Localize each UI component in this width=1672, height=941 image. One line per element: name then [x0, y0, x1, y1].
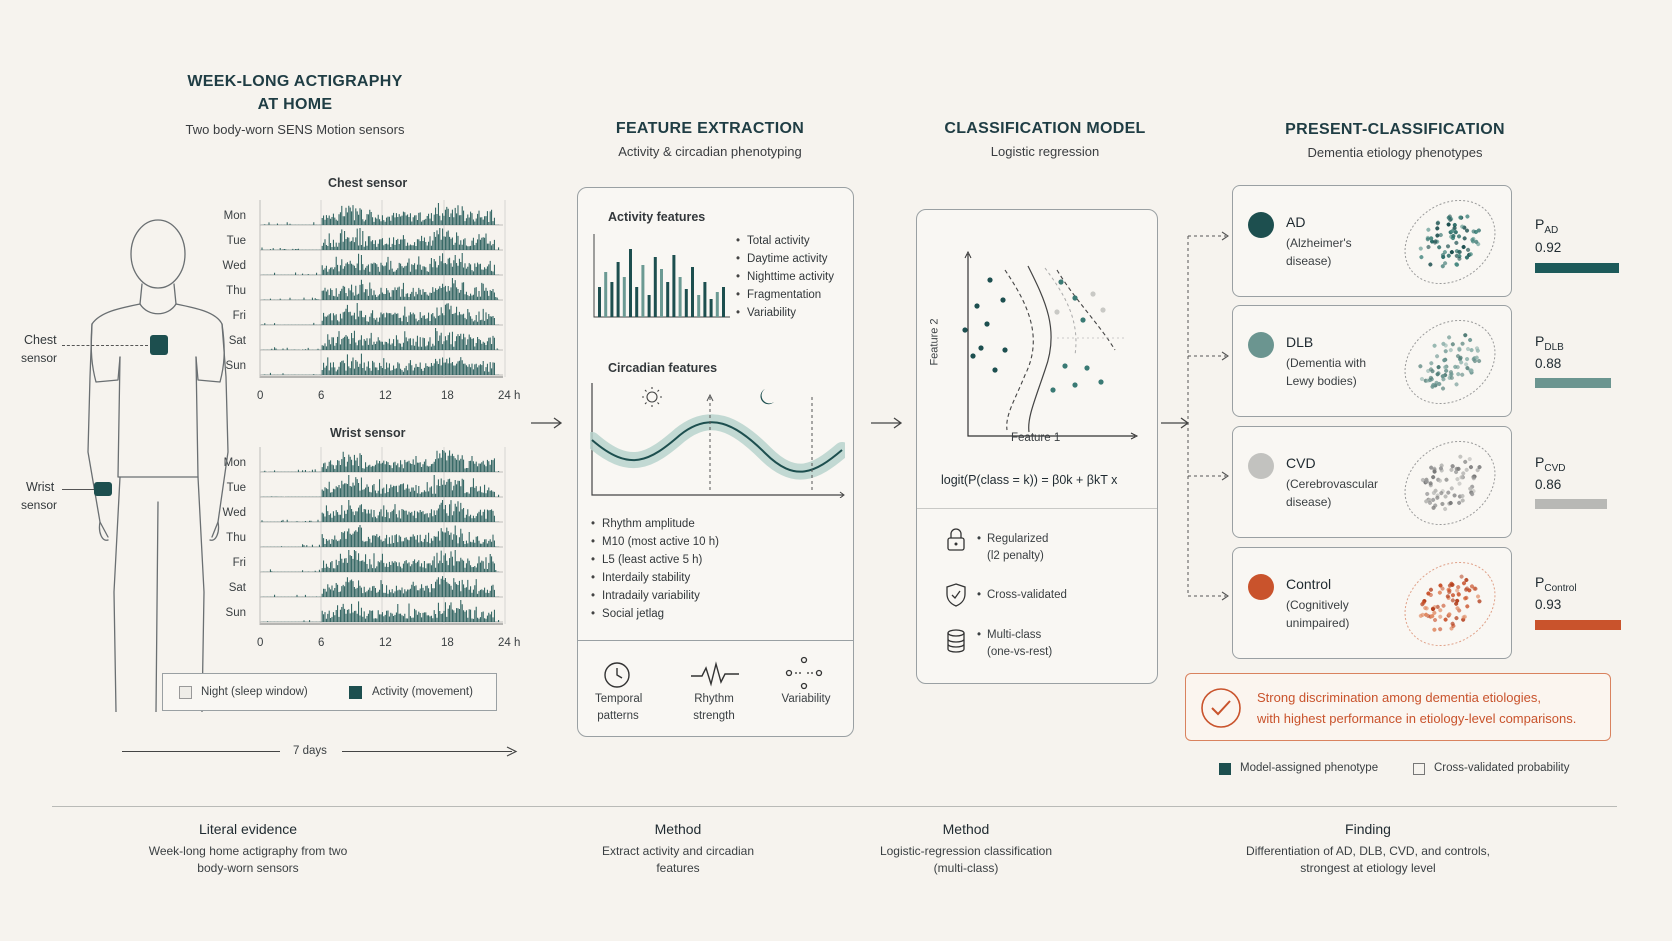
cluster-point [1436, 244, 1442, 250]
cluster-point [1430, 474, 1436, 480]
p-dlb-bar [1535, 378, 1611, 388]
activity-bar [703, 282, 706, 317]
temporal-label-1: Temporal [595, 693, 643, 705]
activity-swatch [349, 686, 362, 699]
cluster-point [1418, 246, 1424, 252]
person-figure [70, 212, 250, 712]
p-cvd-bar [1535, 499, 1607, 509]
cluster-point [1454, 240, 1460, 246]
model-scatter-point [1058, 279, 1063, 284]
activity-bar [635, 287, 638, 317]
chest-actogram-activity-trace [262, 253, 499, 275]
p-ad-value: 0.92 [1535, 240, 1562, 255]
control-name: Control [1286, 576, 1332, 592]
activity-feature-item-4: • Variability [736, 304, 834, 322]
model-scatter-point [1054, 309, 1059, 314]
model-scatter-point [1000, 297, 1005, 302]
chest-actogram-activity-trace [262, 228, 499, 250]
activity-feature-item-0: • Total activity [736, 232, 834, 250]
p-control-bar [1535, 620, 1621, 630]
model-scatter-point [970, 353, 975, 358]
wrist-actogram-axis [260, 447, 503, 624]
chest-day-tue: Tue [226, 235, 246, 247]
cluster-point [1468, 464, 1474, 470]
activity-bar [679, 277, 682, 317]
rhythm-label-1: Rhythm [694, 693, 734, 705]
wrist-day-fri: Fri [232, 557, 246, 569]
activity-bar [629, 249, 632, 317]
chest-actogram-activity-trace [262, 354, 499, 375]
footer-heading-4: Finding [1345, 821, 1391, 837]
crossval-bullet: • [977, 589, 982, 601]
activity-bar [716, 292, 719, 317]
activity-bar [654, 257, 657, 317]
actogram-legend [162, 673, 497, 711]
model-scatter-point [1084, 365, 1089, 370]
feature-extraction-panel [577, 187, 854, 737]
cluster-point [1419, 254, 1425, 260]
wrist-actogram [258, 447, 508, 627]
p-ad-bar [1535, 263, 1619, 273]
assigned-swatch [1219, 763, 1231, 775]
cluster-point [1454, 615, 1460, 621]
cluster-point [1462, 236, 1468, 242]
cluster-point [1460, 341, 1466, 347]
wrist-sensor-pointer [62, 489, 94, 490]
footer-text-1b: body-worn sensors [197, 861, 299, 875]
chest-actogram-activity-trace [262, 203, 499, 225]
chest-day-sat: Sat [228, 335, 246, 347]
circadian-wave-plot [590, 383, 845, 498]
moon-icon [760, 389, 774, 404]
model-scatter-point [1072, 295, 1077, 300]
legend-cv-label: Cross-validated probability [1434, 762, 1570, 774]
cluster-point [1442, 506, 1448, 512]
footer-text-3b: (multi-class) [933, 861, 999, 875]
wrist-chart-title: Wrist sensor [330, 426, 406, 440]
cluster-point [1436, 364, 1442, 370]
cluster-point [1464, 467, 1470, 473]
cluster-point [1455, 371, 1461, 377]
classification-model-panel [916, 209, 1158, 684]
cluster-point [1418, 363, 1424, 369]
activity-feature-item-3: • Fragmentation [736, 286, 834, 304]
sun-icon [642, 387, 662, 407]
wrist-actogram-activity-trace [262, 450, 499, 472]
footer-heading-1: Literal evidence [198, 821, 298, 837]
p-dlb-value: 0.88 [1535, 356, 1562, 371]
cluster-point [1445, 244, 1451, 250]
cluster-point [1437, 590, 1443, 596]
cluster-point [1432, 343, 1438, 349]
cvd-cluster [1398, 435, 1503, 531]
cluster-point [1464, 356, 1470, 362]
cluster-point [1477, 599, 1483, 605]
chest-tick-3: 18 [441, 390, 454, 402]
control-color-dot [1248, 574, 1274, 600]
cluster-point [1428, 262, 1434, 268]
activity-features-title: Activity features [608, 210, 706, 224]
arrow-2-to-3 [870, 416, 904, 430]
footer-heading-2: Method [654, 821, 702, 837]
model-scatter-point [1002, 347, 1007, 352]
footer-text-2b: features [656, 861, 700, 875]
circadian-feature-item-0: • Rhythm amplitude [591, 515, 719, 533]
section2-subtitle: Activity & circadian phenotyping [618, 144, 802, 159]
regularized-line2: (l2 penalty) [987, 550, 1044, 562]
logit-formula-text: logit(P(class = k)) = β0k + βkT x [941, 473, 1118, 487]
chest-actogram-activity-trace [262, 278, 499, 300]
circadian-feature-item-4: • Intradaily variability [591, 587, 719, 605]
wrist-day-sat: Sat [228, 582, 246, 594]
y-axis-label: Feature 2 [928, 318, 941, 366]
decision-boundary-plot [935, 240, 1145, 450]
cluster-point [1465, 604, 1471, 610]
chest-day-wed: Wed [222, 260, 246, 272]
cluster-point [1462, 332, 1468, 338]
wrist-actogram-activity-trace [262, 576, 499, 597]
cluster-point [1426, 227, 1432, 233]
pulse-icon [690, 660, 740, 690]
section4-subtitle: Dementia etiology phenotypes [1307, 145, 1483, 160]
cv-swatch [1413, 763, 1425, 775]
section4-title: PRESENT-CLASSIFICATION [1285, 121, 1505, 138]
section3-title: CLASSIFICATION MODEL [944, 120, 1146, 137]
chest-day-fri: Fri [232, 310, 246, 322]
activity-bar [697, 295, 700, 317]
section2-title: FEATURE EXTRACTION [615, 120, 805, 137]
activity-bar [691, 267, 694, 317]
cluster-point [1450, 341, 1456, 347]
activity-bar [623, 277, 626, 317]
chest-day-thu: Thu [226, 285, 246, 297]
chest-tick-1: 6 [318, 390, 325, 402]
database-icon [945, 628, 967, 654]
wrist-sensor-device [94, 482, 112, 496]
ad-desc-2: disease) [1286, 254, 1332, 268]
wrist-tick-0: 0 [257, 637, 264, 649]
cvd-desc-2: disease) [1286, 495, 1332, 509]
activity-bar [660, 269, 663, 317]
cluster-point [1458, 454, 1464, 460]
cluster-point [1424, 491, 1430, 497]
variability-label: Variability [781, 693, 831, 705]
cluster-point [1432, 627, 1438, 633]
chest-sensor-pointer [62, 345, 148, 346]
logit-formula [941, 472, 1117, 487]
activity-bar [722, 287, 725, 317]
cluster-point [1448, 347, 1454, 353]
cluster-boundary [1398, 435, 1503, 531]
p-ad-label: $P_{AD}$ [1535, 216, 1559, 236]
shield-check-icon [945, 582, 967, 608]
cluster-point [1456, 346, 1462, 352]
p-control-value: 0.93 [1535, 597, 1562, 612]
wrist-tick-2: 12 [379, 637, 392, 649]
cluster-point [1432, 617, 1438, 623]
class-card-cvd [1232, 426, 1512, 538]
cluster-boundary [1398, 556, 1503, 652]
footer-text-4a: Differentiation of AD, DLB, CVD, and controls, [1246, 844, 1490, 858]
activity-bar-chart [592, 234, 732, 319]
circadian-feature-item-2: • L5 (least active 5 h) [591, 551, 719, 569]
wrist-actogram-activity-trace [262, 525, 499, 547]
cluster-point [1465, 214, 1471, 220]
multiclass-line2: (one-vs-rest) [987, 646, 1053, 658]
model-scatter-point [1062, 363, 1067, 368]
cluster-point [1435, 233, 1441, 239]
duration-label: 7 days [293, 745, 327, 757]
chest-sensor-label-2: sensor [21, 351, 58, 365]
circadian-feature-item-5: • Social jetlag [591, 605, 719, 623]
activity-bar [672, 255, 675, 317]
chest-actogram [258, 200, 508, 380]
arrow-1-to-2 [530, 416, 564, 430]
cluster-point [1446, 253, 1452, 259]
cluster-point [1465, 247, 1471, 253]
cluster-point [1446, 335, 1452, 341]
clock-icon [602, 660, 632, 690]
section1-subtitle: Two body-worn SENS Motion sensors [185, 122, 405, 137]
model-scatter-point [1050, 387, 1055, 392]
control-cluster [1398, 556, 1503, 652]
wrist-sensor-label-2: sensor [21, 498, 58, 512]
footer-text-1a: Week-long home actigraphy from two [148, 844, 348, 858]
section1-title-line2: AT HOME [257, 96, 333, 113]
cluster-point [1446, 490, 1452, 496]
multiclass-bullet: • [977, 629, 982, 641]
cluster-boundary [1398, 194, 1503, 290]
cluster-point [1454, 262, 1460, 268]
section1-title-line1: WEEK-LONG ACTIGRAPHY [187, 73, 403, 90]
ad-name: AD [1286, 214, 1306, 230]
activity-bar [641, 265, 644, 317]
legend-activity-label: Activity (movement) [372, 686, 473, 698]
model-scatter-point [1090, 291, 1095, 296]
wrist-actogram-activity-trace [262, 550, 499, 572]
p-cvd-value: 0.86 [1535, 477, 1562, 492]
wrist-tick-3: 18 [441, 637, 454, 649]
cvd-color-dot [1248, 453, 1274, 479]
activity-feature-item-1: • Daytime activity [736, 250, 834, 268]
footer-text-4b: strongest at etiology level [1300, 861, 1436, 875]
cluster-point [1443, 348, 1449, 354]
footer-heading-3: Method [942, 821, 990, 837]
cluster-point [1467, 337, 1473, 343]
activity-bar [598, 287, 601, 317]
chest-tick-4: 24 h [498, 390, 521, 402]
class-card-ad [1232, 185, 1512, 297]
finding-box [1185, 673, 1611, 741]
circadian-feature-item-1: • M10 (most active 10 h) [591, 533, 719, 551]
cluster-point [1459, 574, 1465, 580]
finding-line2: with highest performance in etiology-level comparisons. [1257, 711, 1577, 726]
cvd-name: CVD [1286, 455, 1316, 471]
wrist-tick-1: 6 [318, 637, 325, 649]
wrist-tick-4: 24 h [498, 637, 521, 649]
ad-cluster [1398, 194, 1503, 290]
regularized-bullet: • [977, 533, 982, 545]
cluster-point [1455, 476, 1461, 482]
cluster-point [1443, 617, 1449, 623]
model-scatter-point [974, 303, 979, 308]
check-circle-icon [1200, 687, 1242, 729]
cvd-desc-1: (Cerebrovascular [1286, 477, 1379, 491]
rhythm-label-2: strength [693, 710, 735, 722]
duration-arrowhead [506, 746, 518, 758]
cluster-point [1450, 463, 1456, 469]
footer-text-3a: Logistic-regression classification [879, 844, 1053, 858]
network-icon [784, 656, 824, 690]
p-dlb-label: $P_{DLB}$ [1535, 333, 1564, 353]
cluster-point [1446, 222, 1452, 228]
section3-subtitle: Logistic regression [990, 144, 1100, 159]
activity-bar [648, 295, 651, 317]
dlb-color-dot [1248, 332, 1274, 358]
legend-assigned-label: Model-assigned phenotype [1240, 762, 1379, 774]
model-scatter-point [984, 321, 989, 326]
model-scatter-point [1098, 379, 1103, 384]
dlb-desc-2: Lewy bodies) [1286, 374, 1357, 388]
cluster-point [1435, 226, 1441, 232]
ad-color-dot [1248, 212, 1274, 238]
x-axis-label: Feature 1 [1011, 432, 1061, 444]
class-card-dlb [1232, 305, 1512, 417]
chest-actogram-activity-trace [262, 328, 499, 350]
class-card-control [1232, 547, 1512, 659]
cluster-point [1450, 592, 1456, 598]
night-swatch [179, 686, 192, 699]
p-control-label: $P_{Control}$ [1535, 574, 1577, 594]
legend-night-label: Night (sleep window) [201, 686, 308, 698]
temporal-label-2: patterns [597, 710, 639, 722]
multiclass-line1: Multi-class [987, 629, 1042, 641]
branch-arrows [1180, 228, 1234, 608]
wrist-day-thu: Thu [226, 532, 246, 544]
crossval-line1: Cross-validated [987, 589, 1067, 601]
cluster-point [1441, 603, 1447, 609]
model-scatter-point [1100, 307, 1105, 312]
chest-day-mon: Mon [223, 210, 246, 222]
cluster-point [1434, 353, 1440, 359]
model-scatter-point [1080, 317, 1085, 322]
cluster-point [1458, 215, 1464, 221]
duration-line-left [122, 751, 280, 752]
wrist-day-wed: Wed [222, 507, 246, 519]
cluster-point [1461, 244, 1467, 250]
activity-feature-list [736, 232, 834, 322]
chest-tick-2: 12 [379, 390, 392, 402]
cluster-point [1467, 456, 1473, 462]
chest-chart-title: Chest sensor [328, 176, 408, 190]
cluster-point [1429, 360, 1435, 366]
chest-actogram-activity-trace [262, 303, 499, 325]
footer-divider [52, 806, 1617, 807]
activity-bar [710, 299, 713, 317]
activity-bar [610, 282, 613, 317]
cluster-boundary [1398, 314, 1503, 410]
control-desc-2: unimpaired) [1286, 616, 1350, 630]
cluster-point [1449, 486, 1455, 492]
model-scatter-point [1072, 382, 1077, 387]
cluster-point [1462, 459, 1468, 465]
wrist-actogram-activity-trace [262, 500, 499, 522]
cluster-point [1440, 501, 1446, 507]
cluster-point [1459, 372, 1465, 378]
wrist-actogram-activity-trace [262, 475, 499, 497]
panel-divider [578, 640, 853, 641]
cluster-point [1426, 244, 1432, 250]
model-scatter-point [978, 345, 983, 350]
circadian-feature-item-3: • Interdaily stability [591, 569, 719, 587]
dlb-name: DLB [1286, 334, 1314, 350]
activity-bar [617, 262, 620, 317]
activity-bar [685, 289, 688, 317]
model-scatter-point [992, 367, 997, 372]
cluster-point [1475, 594, 1481, 600]
cluster-point [1456, 234, 1462, 240]
circadian-feature-list [591, 515, 719, 623]
cluster-point [1452, 493, 1458, 499]
model-scatter-point [987, 277, 992, 282]
cluster-point [1440, 386, 1446, 392]
cluster-point [1443, 494, 1449, 500]
model-divider [917, 508, 1157, 509]
chest-sensor-device [150, 335, 168, 355]
cluster-point [1457, 481, 1463, 487]
ad-desc-1: (Alzheimer's [1286, 236, 1352, 250]
finding-line1: Strong discrimination among dementia etiologies, [1257, 690, 1541, 705]
circadian-features-title: Circadian features [608, 361, 718, 375]
cluster-point [1435, 221, 1441, 227]
wrist-actogram-activity-trace [262, 600, 499, 622]
wrist-day-tue: Tue [226, 482, 246, 494]
dlb-desc-1: (Dementia with [1286, 356, 1367, 370]
activity-feature-item-2: • Nighttime activity [736, 268, 834, 286]
model-scatter-point [962, 327, 967, 332]
wrist-day-sun: Sun [225, 607, 246, 619]
wrist-day-mon: Mon [223, 457, 246, 469]
activity-bar [666, 282, 669, 317]
regularized-line1: Regularized [987, 533, 1049, 545]
chest-tick-0: 0 [257, 390, 264, 402]
cluster-point [1437, 626, 1443, 632]
duration-line-right [342, 751, 512, 752]
cluster-point [1449, 249, 1455, 255]
chest-sensor-label-1: Chest [24, 333, 57, 347]
dlb-cluster [1398, 314, 1503, 410]
cluster-point [1454, 382, 1460, 388]
cluster-point [1444, 477, 1450, 483]
chest-day-sun: Sun [225, 360, 246, 372]
control-desc-1: (Cognitively [1286, 598, 1349, 612]
wrist-sensor-label-1: Wrist [26, 480, 55, 494]
footer-text-2a: Extract activity and circadian [601, 844, 755, 858]
p-cvd-label: $P_{CVD}$ [1535, 454, 1566, 474]
cluster-point [1437, 614, 1443, 620]
activity-bar [604, 272, 607, 317]
lock-icon [945, 528, 967, 552]
